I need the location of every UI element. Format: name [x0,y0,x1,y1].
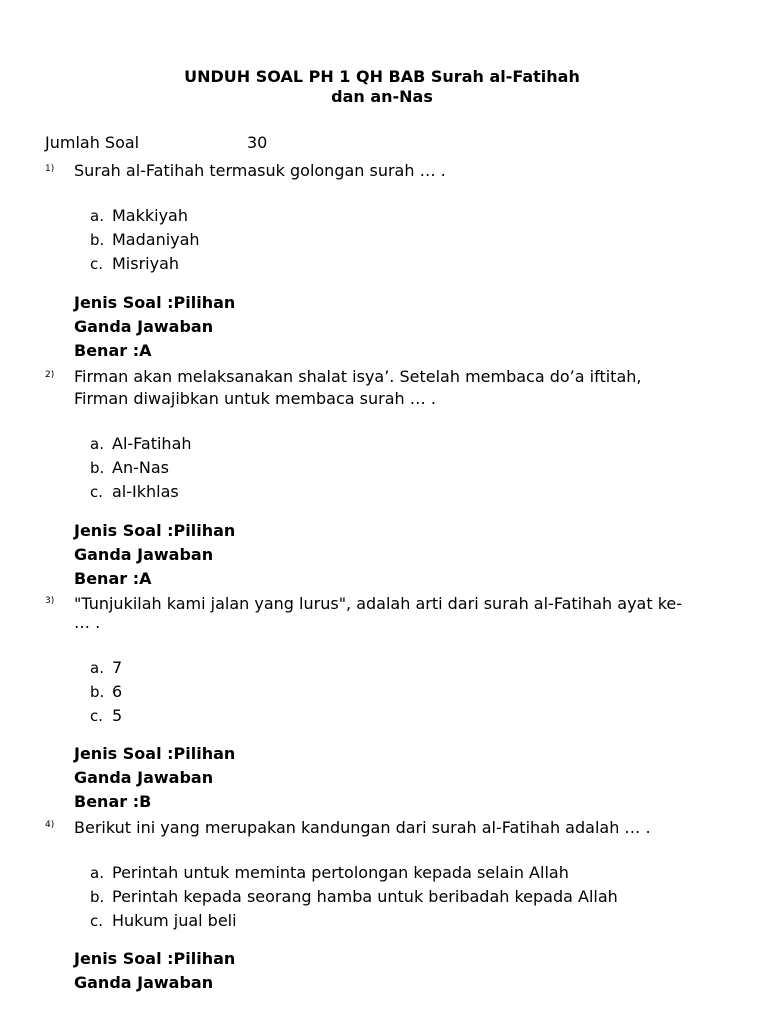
option-text: 6 [112,682,123,701]
option-letter: b. [90,888,105,906]
question-type-line-2: Ganda Jawaban [74,317,214,336]
option-c [88,909,618,933]
option-a [88,204,200,228]
question-text: Berikut ini yang merupakan kandungan dari surah al-Fatihah adalah … . [74,818,651,837]
option-b [88,228,200,252]
correct-answer: Benar :A [74,341,152,360]
option-c [88,704,122,728]
option-text: Perintah untuk meminta pertolongan kepada selain Allah [112,863,569,882]
option-b [88,456,192,480]
question-type-line-2: Ganda Jawaban [74,973,214,992]
title-line-2: dan an-Nas [331,87,433,106]
correct-answer: Benar :B [74,792,152,811]
question-meta [74,947,235,995]
option-letter: b. [90,459,105,477]
option-b [88,885,618,909]
question-count [45,133,267,153]
option-text: Misriyah [112,254,180,273]
option-letter: a. [90,659,104,677]
option-text: Perintah kepada seorang hamba untuk beribadah kepada Allah [112,887,618,906]
option-text: Makkiyah [112,206,188,225]
option-text: 5 [112,706,123,725]
option-text: 7 [112,658,123,677]
question-count-label: Jumlah Soal [45,133,140,152]
option-c [88,252,200,276]
option-c [88,480,192,504]
option-list [88,656,122,728]
option-a [88,861,618,885]
question-number: 2) [45,370,55,380]
page-title [0,67,764,107]
title-line-1: UNDUH SOAL PH 1 QH BAB Surah al-Fatihah [184,67,580,86]
question-text: Firman akan melaksanakan shalat isya’. Setelah membaca do’a iftitah, Firman diwajibkan untuk membaca surah … . [74,367,642,408]
option-letter: b. [90,231,105,249]
question-meta [74,291,235,363]
correct-answer: Benar :A [74,569,152,588]
option-letter: c. [90,707,104,725]
question-text: Surah al-Fatihah termasuk golongan surah … . [74,161,446,180]
option-letter: c. [90,912,104,930]
question-type-line-1: Jenis Soal :Pilihan [74,521,236,540]
question-meta [74,742,235,814]
option-letter: a. [90,435,104,453]
question-type-line-2: Ganda Jawaban [74,545,214,564]
option-list [88,204,200,276]
option-a [88,432,192,456]
option-b [88,680,122,704]
question-meta [74,519,235,591]
question-count-value: 30 [247,133,268,152]
question-type-line-1: Jenis Soal :Pilihan [74,293,236,312]
option-letter: a. [90,207,104,225]
option-text: Hukum jual beli [112,911,237,930]
option-list [88,861,618,933]
option-list [88,432,192,504]
question-type-line-1: Jenis Soal :Pilihan [74,949,236,968]
question-type-line-1: Jenis Soal :Pilihan [74,744,236,763]
option-text: Al-Fatihah [112,434,192,453]
option-letter: a. [90,864,104,882]
option-text: Madaniyah [112,230,200,249]
option-a [88,656,122,680]
question-number: 4) [45,820,55,830]
option-text: An-Nas [112,458,169,477]
question-number: 1) [45,164,55,174]
option-text: al-Ikhlas [112,482,179,501]
question-text: "Tunjukilah kami jalan yang lurus", adalah arti dari surah al-Fatihah ayat ke- … . [74,594,683,632]
question-type-line-2: Ganda Jawaban [74,768,214,787]
option-letter: c. [90,255,104,273]
question-number: 3) [45,596,55,606]
option-letter: c. [90,483,104,501]
option-letter: b. [90,683,105,701]
